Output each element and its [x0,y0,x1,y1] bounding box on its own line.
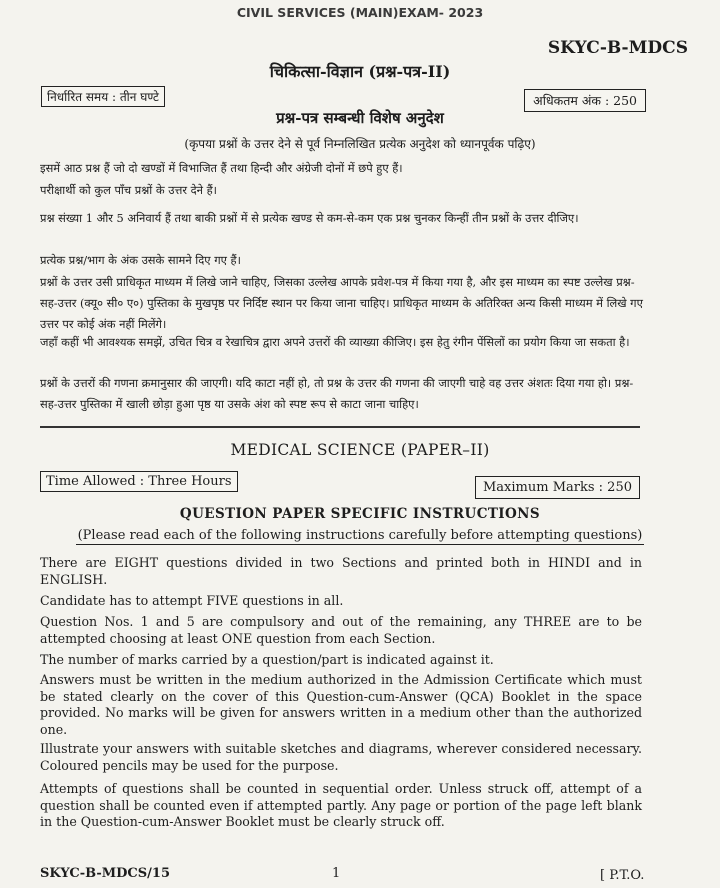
hindi-instructions-heading: प्रश्न-पत्र सम्बन्धी विशेष अनुदेश [276,109,444,127]
footer-pto: [ P.T.O. [600,868,645,883]
english-instruction-6: Illustrate your answers with suitable sketches and diagrams, wherever considered necessary. Coloured pencils may be used for the purpose. [40,741,642,773]
english-instructions-note [0,528,720,543]
hindi-instruction-3: प्रश्न संख्या 1 और 5 अनिवार्य हैं तथा बाकी प्रश्नों में से प्रत्येक खण्ड से कम-से-कम एक प्रश्न चुनकर किन्हीं तीन प्रश्नों के उत्तर दीजिए। [40,211,579,225]
english-instruction-1: There are EIGHT questions divided in two Sections and printed both in HINDI and in ENGLISH. [40,555,642,587]
footer-paper-code: SKYC-B-MDCS/15 [40,866,170,881]
english-instructions-heading: QUESTION PAPER SPECIFIC INSTRUCTIONS [179,506,541,522]
section-divider [40,426,640,428]
hindi-instruction-7: प्रश्नों के उत्तरों की गणना क्रमानुसार की जाएगी। यदि काटा नहीं हो, तो प्रश्न के उत्तर की गणना की जाएगी चाहे वह उत्तर अंशतः दिया गया हो। प्रश्न-सह-उत्तर पुस्तिका में खाली छोड़ा हुआ पृष्ठ या उसके अंश को स्पष्ट रूप से काटा जाना चाहिए। [40,376,634,411]
hindi-instruction-5: प्रश्नों के उत्तर उसी प्राधिकृत माध्यम में लिखे जाने चाहिए, जिसका उल्लेख आपके प्रवेश-पत्र में किया गया है, और इस माध्यम का स्पष्ट उल्लेख प्रश्न-सह-उत्तर (क्यू० सी० ए०) पुस्तिका के मुखपृष्ठ पर निर्दिष्ट स्थान पर किया जाना चाहिए। प्राधिकृत माध्यम के अतिरिक्त अन्य किसी माध्यम में लिखे गए उत्तर पर कोई अंक नहीं मिलेंगे। [40,275,643,331]
english-instruction-3: Question Nos. 1 and 5 are compulsory and out of the remaining, any THREE are to be attempted choosing at least ONE question from each Section. [40,614,642,646]
english-paper-title: MEDICAL SCIENCE (PAPER–II) [230,441,490,459]
hindi-time-box: निर्धारित समय : तीन घण्टे [41,86,165,107]
english-instruction-5: Answers must be written in the medium authorized in the Admission Certificate which must be stated clearly on the cover of this Question-cum-Answer (QCA) Booklet in the space provided. No marks will be given for answers written in a medium other than the authorized one. [40,672,642,737]
paper-code: SKYC-B-MDCS [547,38,688,58]
hindi-instruction-1: इसमें आठ प्रश्न हैं जो दो खण्डों में विभाजित हैं तथा हिन्दी और अंग्रेजी दोनों में छपे हुए हैं। [40,161,403,175]
english-marks-box: Maximum Marks : 250 [475,476,640,499]
hindi-paper-title: चिकित्सा-विज्ञान (प्रश्न-पत्र-II) [269,62,451,81]
english-instructions-note-text: (Please read each of the following instructions carefully before attempting questions) [77,528,643,543]
english-time-box: Time Allowed : Three Hours [40,471,238,492]
english-instruction-4: The number of marks carried by a question/part is indicated against it. [40,652,494,667]
english-instruction-7: Attempts of questions shall be counted in sequential order. Unless struck off, attempt of a question shall be counted even if attempted partly. Any page or portion of the page left blank in the Question-cum-Answer Booklet must be clearly struck off. [40,781,642,829]
hindi-instruction-2: परीक्षार्थी को कुल पाँच प्रश्नों के उत्तर देने हैं। [40,183,217,197]
hindi-marks-box: अधिकतम अंक : 250 [524,89,646,112]
hindi-instruction-4: प्रत्येक प्रश्न/भाग के अंक उसके सामने दिए गए हैं। [40,253,241,267]
hindi-instruction-6: जहाँ कहीं भी आवश्यक समझें, उचित चित्र व रेखाचित्र द्वारा अपने उत्तरों की व्याख्या कीजिए। इस हेतु रंगीन पेंसिलों का प्रयोग किया जा सकता है। [40,335,630,349]
english-instruction-2: Candidate has to attempt FIVE questions in all. [40,593,344,608]
exam-header: CIVIL SERVICES (MAIN)EXAM- 2023 [236,5,484,20]
hindi-instructions-note: (कृपया प्रश्नों के उत्तर देने से पूर्व निम्नलिखित प्रत्येक अनुदेश को ध्यानपूर्वक पढ़िए) [184,137,536,151]
footer-page-number: 1 [332,866,341,881]
